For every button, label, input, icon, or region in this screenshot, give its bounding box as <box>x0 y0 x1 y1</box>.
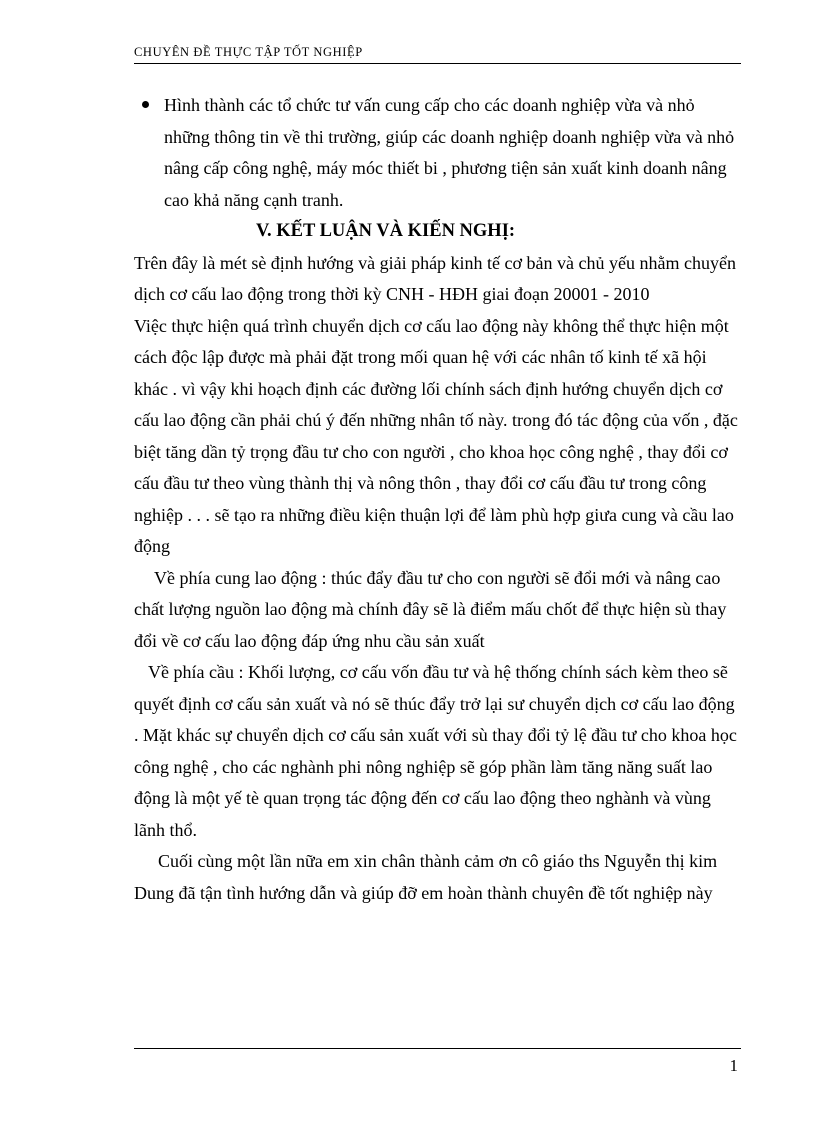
document-body <box>134 90 741 909</box>
paragraph-labor-supply: Về phía cung lao động : thúc đẩy đầu tư cho con người sẽ đổi mới và nâng cao chất lượng nguồn lao động mà chính đây sẽ là điểm mấu chốt để thực hiện sù thay đổi về cơ cấu lao động đáp ứng nhu cầu sản xuất <box>134 567 727 651</box>
paragraph-labor-demand: Về phía cầu : Khối lượng, cơ cấu vốn đầu tư và hệ thống chính sách kèm theo sẽ quyết định cơ cấu sản xuất và nó sẽ thúc đẩy trở lại sư chuyển dịch cơ cấu lao động . Mặt khác sự chuyển dịch cơ cấu sản xuất với sù thay đổi tỷ lệ đầu tư cho khoa học công nghệ , cho các nghành phi nông nghiệp sẽ góp phần làm tăng năng suất lao động là một yế tè quan trọng tác động đến cơ cấu lao động theo nghành và vùng lãnh thổ. <box>134 662 737 840</box>
bullet-dot-icon <box>142 101 149 108</box>
bullet-list-item <box>134 90 741 216</box>
paragraph-implementation: Việc thực hiện quá trình chuyển dịch cơ cấu lao động này không thể thực hiện một cách độc lập được mà phải đặt trong mối quan hệ với các nhân tố kinh tế xã hội khác . vì vậy khi hoạch định các đường lối chính sách định hướng chuyển dịch cơ cấu lao động cần phải chú ý đến những nhân tố này. trong đó tác động của vốn , đặc biệt tăng dần tỷ trọng đầu tư cho con người , cho khoa học công nghệ , thay đổi cơ cấu đầu tư theo vùng thành thị và nông thôn , thay đổi cơ cấu đầu tư trong công nghiệp . . . sẽ tạo ra những điều kiện thuận lợi để làm phù hợp giưa cung và cầu lao động <box>134 315 738 556</box>
page-number: 1 <box>729 1056 738 1075</box>
running-header <box>134 44 741 64</box>
footer-divider <box>134 1048 741 1049</box>
section-heading: V. KẾT LUẬN VÀ KIẾN NGHỊ: <box>256 221 516 241</box>
header-title: CHUYÊN ĐỀ THỰC TẬP TỐT NGHIỆP <box>134 45 363 59</box>
paragraph-summary: Trên đây là mét sè định hướng và giải pháp kinh tế cơ bản và chủ yếu nhằm chuyển dịch cơ cấu lao động trong thời kỳ CNH - HĐH giai đoạn 20001 - 2010 <box>134 252 736 304</box>
bullet-text: Hình thành các tổ chức tư vấn cung cấp cho các doanh nghiệp vừa và nhỏ những thông tin về thi trường, giúp các doanh nghiệp doanh nghiệp vừa và nhỏ nâng cấp công nghệ, máy móc thiết bi , phương tiện sản xuất kinh doanh nâng cao khả năng cạnh tranh. <box>164 95 735 210</box>
paragraph-acknowledgement: Cuối cùng một lần nữa em xin chân thành cảm ơn cô giáo ths Nguyễn thị kim Dung đã tận tình hướng dẫn và giúp đỡ em hoàn thành chuyên đề tốt nghiệp này <box>134 851 718 903</box>
